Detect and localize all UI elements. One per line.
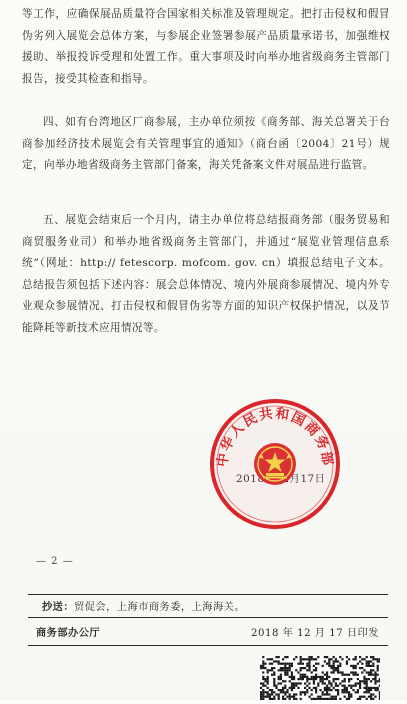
paragraph-item-5: 五、展览会结束后一个月内，请主办单位将总结报商务部（服务贸易和商贸服务业司）和举办地省级商务主管部门，并通过“展览业管理信息系统”（网址：http:// fetescorp. mofcom. gov. cn）填报总结电子文本。总结报告须包括下述内容：展会总体情况、境内外展商参展情况、境内外专业观众参展情况、打击侵权和假冒伪劣等方面的知识产权保护情况，以及节能降耗等新技术应用情况等。	[22, 214, 390, 334]
page-number: — 2 —	[36, 556, 74, 567]
cc-recipients: 贸促会，上海市商务委，上海海关。	[74, 602, 246, 613]
issuing-office: 商务部办公厅	[36, 627, 101, 639]
cc-label: 抄送：	[42, 601, 75, 613]
barcode-image	[260, 656, 380, 700]
barcode-pattern	[260, 656, 380, 700]
issue-date: 2018 年 12 月 17 日印发	[251, 628, 379, 639]
paragraph-item-4: 四、如有台湾地区厂商参展，主办单位须按《商务部、海关总署关于台商参加经济技术展览会有关管理事宜的通知》（商台函〔2004〕21号）规定，向举办地省级商务主管部门备案，海关凭备案文件对展品进行监管。	[22, 116, 390, 172]
national-emblem-icon	[254, 443, 296, 485]
seal-graphic	[207, 396, 343, 532]
paragraph-continued: 等工作，应确保展品质量符合国家相关标准及管理规定。把打击侵权和假冒伪劣列入展览会总体方案，与参展企业签署参展产品质量承诺书，加强维权援助、举报投诉受理和处置工作。重大事项及时向举办地省级商务主管部门报告，接受其检查和指导。	[22, 8, 390, 85]
footer-rule-top	[28, 594, 388, 595]
cc-line	[42, 598, 245, 613]
footer-rule-bottom	[28, 645, 388, 646]
footer-rule-middle	[28, 617, 388, 618]
seal-text: 中华人民共和国商务部	[214, 405, 336, 468]
official-seal	[207, 396, 343, 532]
